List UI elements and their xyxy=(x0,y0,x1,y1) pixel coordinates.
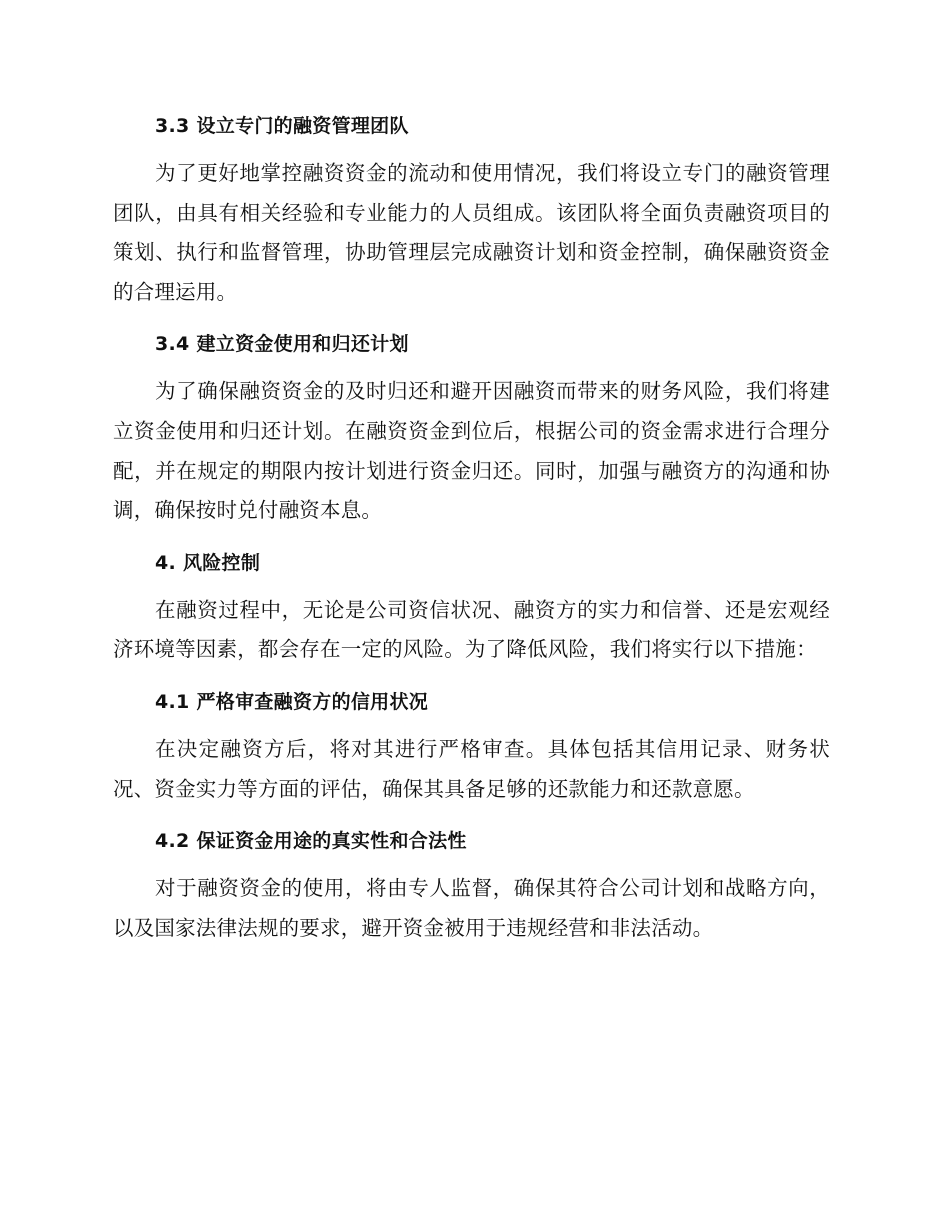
section-paragraph-4-2: 对于融资资金的使用，将由专人监督，确保其符合公司计划和战略方向，以及国家法律法规的要求，避开资金被用于违规经营和非法活动。 xyxy=(113,876,830,940)
section-heading-3-3: 3.3 设立专门的融资管理团队 xyxy=(155,115,409,137)
section-heading-4: 4. 风险控制 xyxy=(155,551,261,574)
section-paragraph-4-1: 在决定融资方后，将对其进行严格审查。具体包括其信用记录、财务状况、资金实力等方面的评估，确保其具备足够的还款能力和还款意愿。 xyxy=(113,736,830,801)
document-page xyxy=(113,112,830,948)
section-heading-4-2: 4.2 保证资金用途的真实性和合法性 xyxy=(155,830,467,853)
section-heading-4-1: 4.1 严格审查融资方的信用状况 xyxy=(155,690,429,713)
section-paragraph-4: 在融资过程中，无论是公司资信状况、融资方的实力和信誉、还是宏观经济环境等因素，都会存在一定的风险。为了降低风险，我们将实行以下措施： xyxy=(113,597,830,662)
section-paragraph-3-4: 为了确保融资资金的及时归还和避开因融资而带来的财务风险，我们将建立资金使用和归还计划。在融资资金到位后，根据公司的资金需求进行合理分配，并在规定的期限内按计划进行资金归还。同时，加强与融资方的沟通和协调，确保按时兑付融资本息。 xyxy=(113,379,830,523)
section-heading-3-4: 3.4 建立资金使用和归还计划 xyxy=(155,333,409,356)
section-paragraph-3-3: 为了更好地掌控融资资金的流动和使用情况，我们将设立专门的融资管理团队，由具有相关经验和专业能力的人员组成。该团队将全面负责融资项目的策划、执行和监督管理，协助管理层完成融资计划和资金控制，确保融资资金的合理运用。 xyxy=(113,161,830,304)
